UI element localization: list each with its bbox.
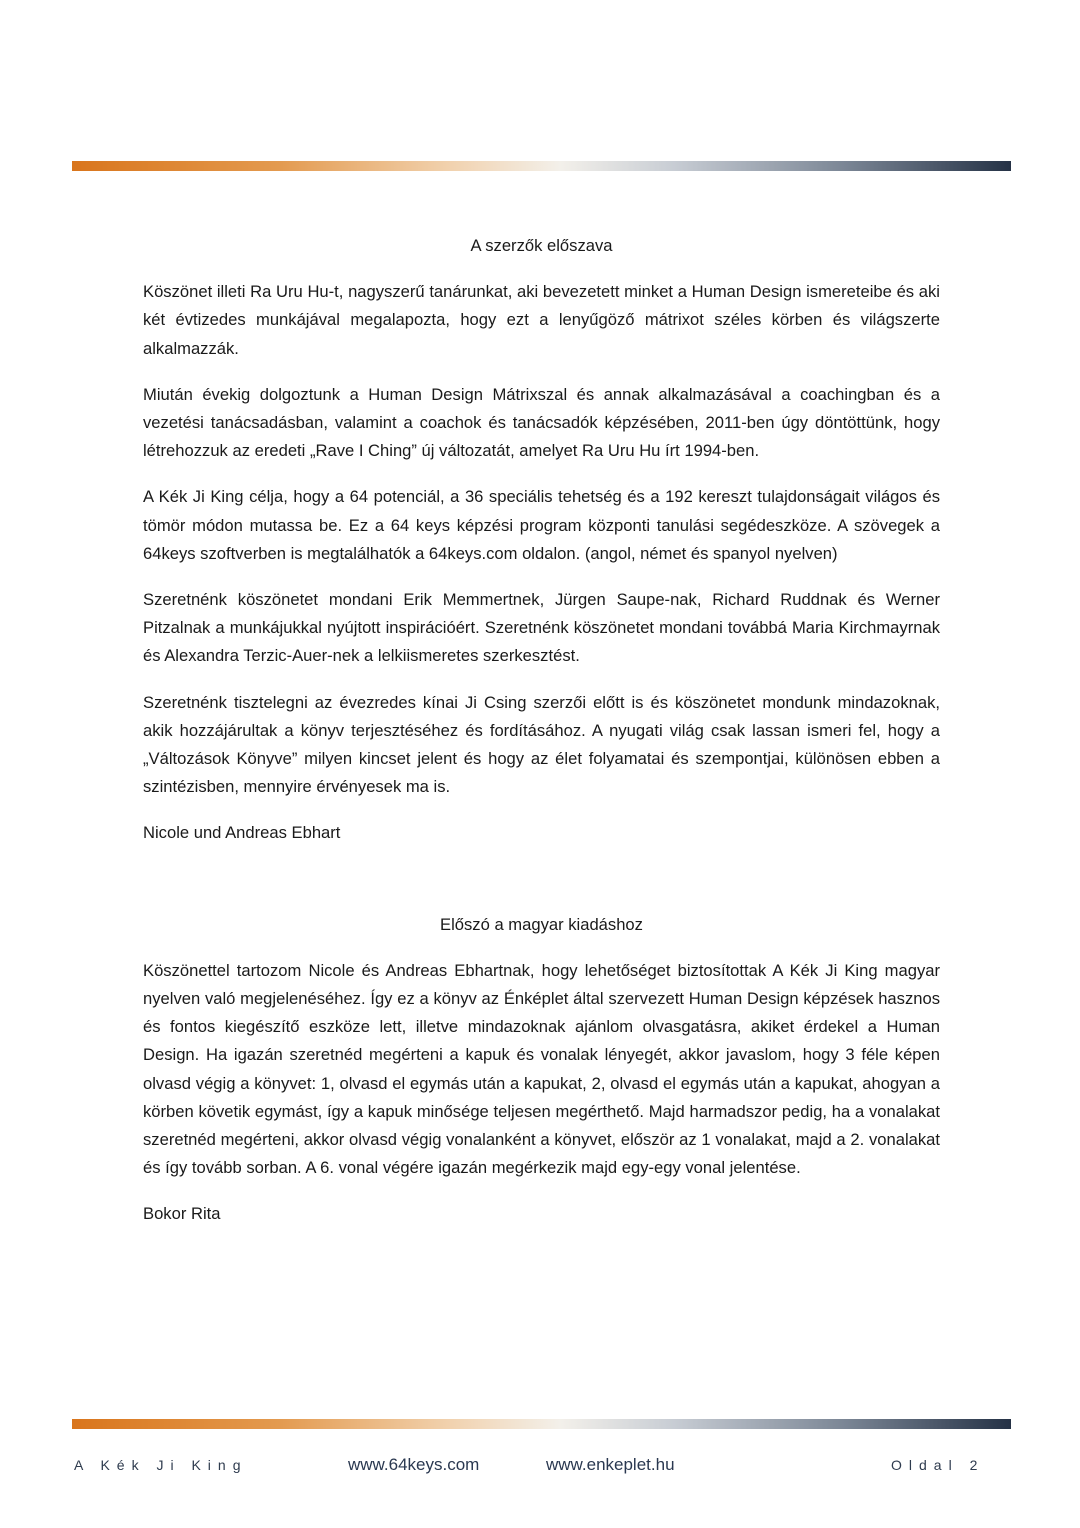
section-spacer [143, 866, 940, 911]
paragraph: Miután évekig dolgoztunk a Human Design Mátrixszal és annak alkalmazásával a coachingban és a vezetési tanácsadásban, valamint a coachok és tanácsadók képzésében, 2011-ben úgy döntöttünk, hogy létrehozzuk az eredeti „Rave I Ching” új változatát, amelyet Ra Uru Hu írt 1994-ben. [143, 384, 940, 461]
footer-link-enkeplet[interactable]: www.enkeplet.hu [546, 1455, 675, 1474]
page-content [143, 232, 940, 1247]
paragraph: Köszönettel tartozom Nicole és Andreas Ebhartnak, hogy lehetőséget biztosítottak A Kék Ji King magyar nyelven való megjelenéséhez. Így ez a könyv az Énképlet által szervezett Human Design képzések hasznos és fontos kiegészítő eszköze lett, illetve mindazoknak ajánlom olvasgatásra, akiket érdekel a Human Design. Ha igazán szeretnéd megérteni a kapuk és vonalak lényegét, akkor javaslom, hogy 3 féle képen olvasd végig a könyvet: 1, olvasd el egymás után a kapukat, 2, olvasd el egymás után a kapukat, ahogyan a körben követik egymást, így a kapuk minősége teljesen megérthető. Majd harmadszor pedig, ha a vonalakat szeretnéd megérteni, akkor olvasd végig vonalanként a könyvet, először az 1 vonalakat, majd a 2. vonalakat és így tovább sorban. A 6. vonal végére igazán megérkezik majd egy-egy vonal jelentése. [143, 960, 940, 1178]
signature-translator: Bokor Rita [143, 1204, 221, 1224]
footer-link-64keys[interactable]: www.64keys.com [348, 1455, 480, 1474]
signature-authors: Nicole und Andreas Ebhart [143, 823, 341, 843]
footer-book-title: A Kék Ji King [74, 1457, 248, 1473]
section-title-authors-preface: A szerzők előszava [470, 236, 613, 255]
paragraph: Szeretnénk köszönetet mondani Erik Memmertnek, Jürgen Saupe-nak, Richard Ruddnak és Werner Pitzalnak a munkájukkal nyújtott inspirációért. Szeretnénk köszönetet mondani továbbá Maria Kirchmayrnak és Alexandra Terzic-Auer-nek a lelkiismeretes szerkesztést. [143, 590, 940, 666]
footer-accent-rule [72, 1419, 1011, 1429]
paragraph: Szeretnénk tisztelegni az évezredes kínai Ji Csing szerzői előtt is és köszönetet mondunk mindazoknak, akik hozzájárultak a könyv terjesztéséhez és fordításához. A nyugati világ csak lassan ismeri fel, hogy a „Változások Könyve” milyen kincset jelent és hogy az élet folyamatai és szempontjai, különösen ebben a szintézisben, mennyire érvényesek ma is. [143, 692, 940, 797]
section-title-hungarian-preface: Előszó a magyar kiadáshoz [440, 914, 643, 934]
paragraph: Köszönet illeti Ra Uru Hu-t, nagyszerű tanárunkat, aki bevezetett minket a Human Design ismereteibe és aki két évtizedes munkájával megalapozta, hogy ezt a lenyűgöző mátrixot széles körben és világszerte alkalmazzák. [143, 282, 940, 358]
header-accent-rule [72, 161, 1011, 171]
footer-page-number: Oldal 2 [891, 1457, 985, 1473]
paragraph: A Kék Ji King célja, hogy a 64 potenciál, a 36 speciális tehetség és a 192 kereszt tulajdonságait világos és tömör módon mutassa be. Ez a 64 keys képzési program központi tanulási segédeszköze. A szövegek a 64keys szoftverben is megtalálhatók a 64keys.com oldalon. (angol, német és spanyol nyelven) [143, 487, 940, 563]
